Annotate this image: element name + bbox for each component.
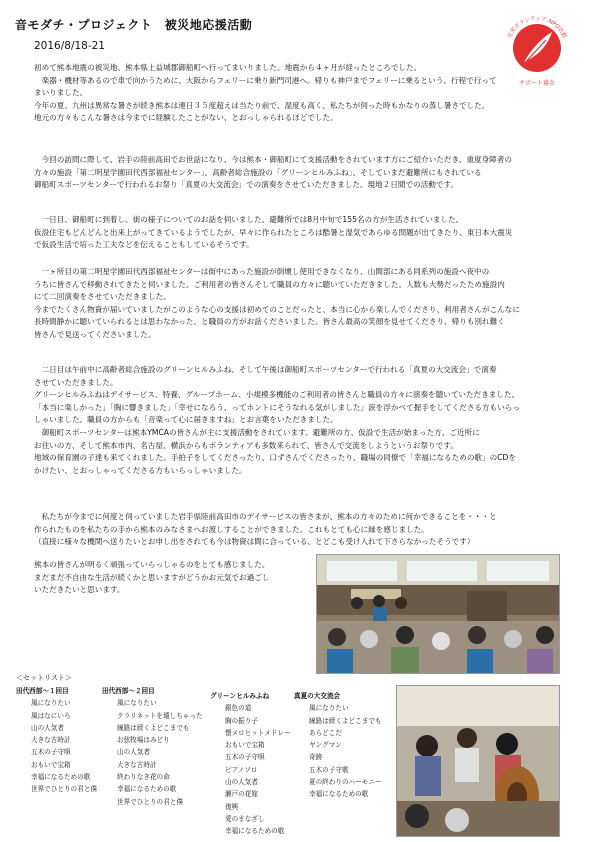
setlist-column-header: グリーンヒルみふね [210, 692, 270, 700]
setlist-item: 大きな古時計 [31, 736, 71, 745]
setlist-item: 世界でひとりの君と僕 [117, 797, 183, 806]
setlist-item: 五木の子守歌 [309, 765, 349, 774]
setlist-item: 五木の子守唄 [225, 753, 265, 762]
setlist-item: 風になりたい [117, 699, 157, 708]
setlist-item: 懐メロヒットメドレー [225, 728, 291, 737]
svg-text:災害ボランティア-NPO活動: 災害ボランティア-NPO活動 [506, 15, 568, 40]
setlist-item: 五木の子守唄 [31, 748, 71, 757]
setlist-item: 風になりたい [309, 704, 349, 713]
ensemble-performance-photo [396, 685, 560, 837]
setlist-item: 山の人気者 [225, 778, 258, 787]
setlist-item: 夏の終わりのハーモニー [309, 778, 382, 787]
svg-text:サポート募金: サポート募金 [518, 80, 556, 87]
paragraph-background: 今回の訪問に際して、岩手の陸前高田でお世話になり、今は熊本・御船町にて支援活動をされています方にご紹介いただき、重度身障者の 方々の施設「第二明星学園田代西部福祉センター」、高齢者総合施設の「グリーンヒルみふね」、そしていまだ避難所にもされている 御船町スポーツセンターで行われるお祭り「真夏の大交流会」での演奏をさせていただきました。現地２日間での活動です。 [34, 155, 512, 190]
setlist-column-greenhill [210, 690, 291, 838]
setlist-item: クラリネットを壊しちゃった [117, 711, 203, 720]
page-title: 音モダチ・プロジェクト 被災地応援活動 [15, 18, 253, 32]
paragraph-day-two: 二日目は午前中に高齢者総合施設のグリーンヒルみふね、そして午後は御船町スポーツセンターで行われる「真夏の大交流会」で演奏 させていただきました。 グリーンヒルみふねはデイサービス、特養、グループホーム、小規模多機能のご利用者の皆さんと職員の方々に演奏を聴いていただきました。 「本当に楽しかった」「胸に響きました」「幸せになろう、ってホントにそうなれる気がしました」涙を浮かべて握手をしてくださる方もいらっ しゃいました。職員の方からも「音楽って心に届きますね」とお言葉をいただきました。 御船町スポーツセンターは熊本YMCAの皆さんが主に支援活動をされています。避難所の方、仮設で生活が始まった方、ご近所に お住いの方、そして熊本市内、名古屋、横浜からもボランティアも多数来られて、皆さんで交流をしようというお祭りです。 地域の保育園の子達も来てくれました。手拍子をしてくださったり、口ずさんでくださったり、職場の同僚で「幸福になるための歌」のCDを かけたい、とおっしゃってくださる方もいらっしゃいました。 [34, 365, 520, 475]
setlist-item: 風はなにいろ [31, 711, 71, 720]
setlist-column-midsummer [294, 690, 382, 801]
paragraph-intro: 初めて熊本地震の被災地、熊本県上益城郡御船町へ行ってまいりました。地震から４ヶ月が経ったところでした。 楽器・機材等あるので車で向かうために、大阪からフェリーに乗り新門司港へ。帰りも神戸までフェリーに乗るという、行程で行って まいりました。 今年の夏、九州は異常な暑さが続き熊本は連日３５度超えは当たり前で、湿度も高く、私たちが伺った時もかなりの蒸し暑さでした。 地元の方々もこんな暑さは今までに経験したことがない、とおっしゃられるほどでした。 [34, 63, 497, 123]
setlist-item: おもいで宝箱 [225, 741, 265, 750]
setlist-item: 幸福になるための歌 [31, 773, 91, 782]
setlist-item: ヤングマン [309, 741, 342, 750]
setlist-item: 山の人気者 [117, 748, 150, 757]
setlist-item: ピアノソロ [225, 765, 258, 774]
event-date: 2016/8/18-21 [34, 40, 105, 52]
paragraph-day-one: 一日目、御船町に到着し、街の様子についてのお話を伺いました。避難所では8月中旬で155名の方が生活されていました。 仮設住宅もどんどんと出来上がってきているようでしたが、早々に作られたところは酷暑と湿気であらゆる問題が出てきたり、東日本大震災 で仮設生活で培った工夫などを伝えることもしているそうです。 [34, 215, 513, 250]
setlist-item: 線路は続くよどこまでも [117, 723, 190, 732]
setlist-item: 奇跡 [309, 753, 323, 762]
setlist-item: 風になりたい [31, 699, 71, 708]
setlist-item: 幸福になるための歌 [309, 790, 369, 799]
setlist-item: 終わりなき花の命 [117, 773, 170, 782]
setlist-item: 幸福になるための歌 [225, 827, 285, 836]
setlist-item: おもいで宝箱 [31, 760, 71, 769]
setlist-column-tashiro-1 [16, 685, 97, 796]
setlist-item: 復興 [225, 802, 239, 811]
paragraph-first-venue: 一ヶ所目の第二明星学園田代西部福祉センターは街中にあった施設が倒壊し使用できなくなり、山間部にある同系列の施設へ夜中の うちに皆さんで移動されてきたと伺いました。ご利用者の皆さんそして職員の方々に聴いていただきました。人数も大勢だったため施設内 にて二回演奏をさせていただきました。 今までたくさん物資が届いていましたがこのような心の支援は初めてのことだったと、本当に心から楽しんでくださり、利用者さんがこんなに 長時間静かに聴いていられるとは思わなかった、と職員の方がお話くださいました。皆さん最高の笑顔を見せてくださり、帰りも別れ難く 皆さんで見送ってくださいました。 [34, 267, 520, 339]
setlist-column-header: 田代西部～２回目 [102, 687, 155, 695]
hall-performance-photo [316, 554, 560, 674]
setlist-item: お弦牧場はみどり [117, 736, 170, 745]
setlist-item: あらどこだ [309, 728, 342, 737]
setlist-column-header: 田代西部～１回目 [16, 687, 69, 695]
setlist-item: 大きな古時計 [117, 760, 157, 769]
paragraph-donation: 私たちが今までに何度と伺っていました岩手県陸前高田市のデイサービスの皆さまが、熊本の方々のために何かできることを・・・と 作られたものを私たちの手から熊本のみなさまへお渡しすることができました。これもとても心に縁を感じました。 （直接に様々な機関へ送りたいとお申し出をされても今は物資は間に合っている、とどこも受け入れて下さらなかったそうです） [34, 512, 497, 547]
setlist-heading: ＜セットリスト＞ [16, 674, 72, 682]
setlist-item: 胸の振り子 [225, 716, 258, 725]
setlist-item: 山の人気者 [31, 723, 64, 732]
setlist-item: 瀬戸の花嫁 [225, 790, 258, 799]
setlist-item: 世界でひとりの君と僕 [31, 785, 97, 794]
setlist-column-tashiro-2 [102, 685, 203, 808]
setlist-column-header: 真夏の大交流会 [294, 692, 341, 700]
setlist-item: 線路は続くよどこまでも [309, 716, 382, 725]
paragraph-closing: 熊本の皆さんが明るく頑張っていらっしゃるのをとても感じました。 まだまだ不自由な生活が続くかと思いますがどうかお元気でお過ごし いただきたいと思います。 [34, 560, 270, 595]
setlist-item: 幸福になるための歌 [117, 785, 177, 794]
setlist-item: 愛のまなざし [225, 814, 265, 823]
setlist-item: 銀色の道 [225, 704, 252, 713]
